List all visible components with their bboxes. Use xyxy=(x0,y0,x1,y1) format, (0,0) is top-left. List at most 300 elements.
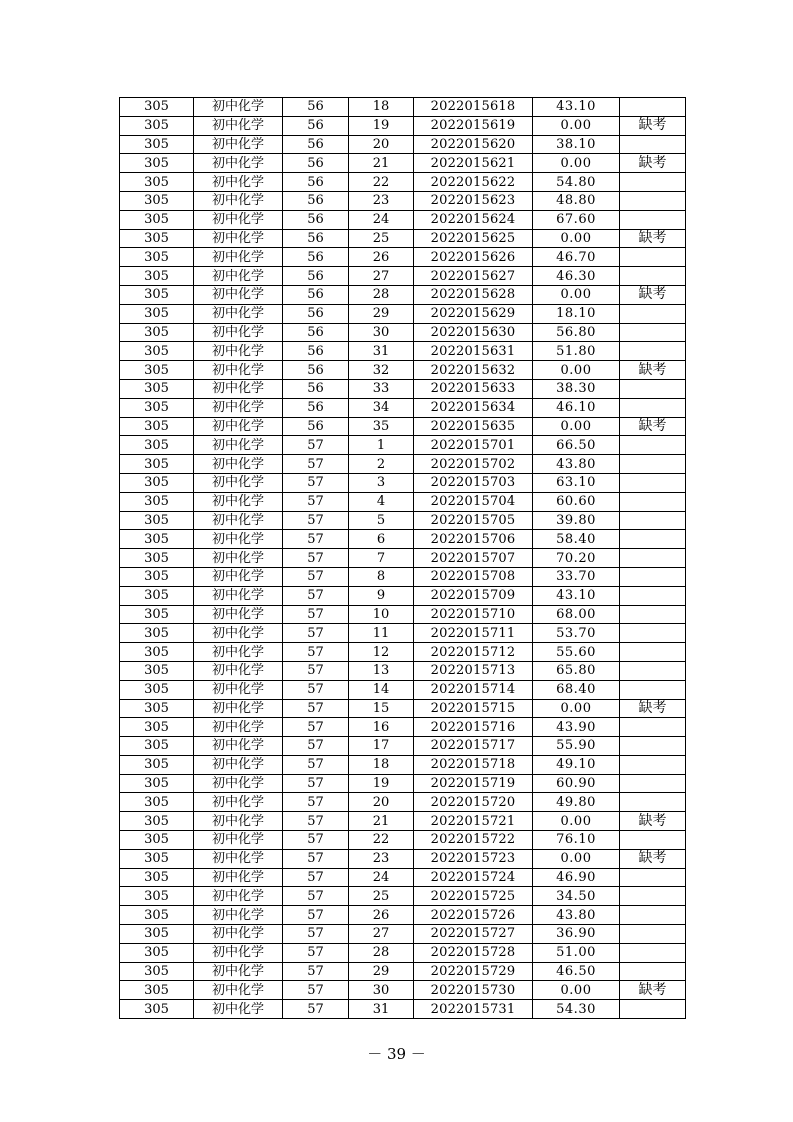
group-cell: 57 xyxy=(283,567,349,586)
room-cell: 305 xyxy=(120,492,194,511)
seat-cell: 13 xyxy=(349,661,414,680)
table-row xyxy=(120,680,686,699)
score-cell: 54.80 xyxy=(533,173,620,192)
note-cell xyxy=(620,718,686,737)
room-cell: 305 xyxy=(120,567,194,586)
score-cell: 36.90 xyxy=(533,925,620,944)
seat-cell: 33 xyxy=(349,379,414,398)
score-cell: 60.60 xyxy=(533,492,620,511)
note-cell: 缺考 xyxy=(620,812,686,831)
subject-cell: 初中化学 xyxy=(194,511,283,530)
group-cell: 56 xyxy=(283,154,349,173)
exam-id-cell: 2022015718 xyxy=(414,755,533,774)
subject-cell: 初中化学 xyxy=(194,379,283,398)
table-row xyxy=(120,116,686,135)
exam-id-cell: 2022015706 xyxy=(414,530,533,549)
seat-cell: 5 xyxy=(349,511,414,530)
exam-id-cell: 2022015621 xyxy=(414,154,533,173)
note-cell: 缺考 xyxy=(620,849,686,868)
score-cell: 0.00 xyxy=(533,981,620,1000)
group-cell: 57 xyxy=(283,530,349,549)
score-cell: 0.00 xyxy=(533,361,620,380)
subject-cell: 初中化学 xyxy=(194,868,283,887)
score-cell: 70.20 xyxy=(533,549,620,568)
seat-cell: 26 xyxy=(349,906,414,925)
room-cell: 305 xyxy=(120,511,194,530)
room-cell: 305 xyxy=(120,586,194,605)
exam-id-cell: 2022015635 xyxy=(414,417,533,436)
note-cell xyxy=(620,323,686,342)
room-cell: 305 xyxy=(120,718,194,737)
subject-cell: 初中化学 xyxy=(194,887,283,906)
exam-id-cell: 2022015719 xyxy=(414,774,533,793)
seat-cell: 24 xyxy=(349,210,414,229)
table-row xyxy=(120,849,686,868)
group-cell: 57 xyxy=(283,849,349,868)
seat-cell: 29 xyxy=(349,962,414,981)
note-cell xyxy=(620,98,686,117)
group-cell: 56 xyxy=(283,173,349,192)
group-cell: 57 xyxy=(283,549,349,568)
exam-id-cell: 2022015716 xyxy=(414,718,533,737)
seat-cell: 21 xyxy=(349,154,414,173)
subject-cell: 初中化学 xyxy=(194,643,283,662)
score-cell: 0.00 xyxy=(533,154,620,173)
seat-cell: 12 xyxy=(349,643,414,662)
subject-cell: 初中化学 xyxy=(194,943,283,962)
room-cell: 305 xyxy=(120,342,194,361)
room-cell: 305 xyxy=(120,436,194,455)
seat-cell: 20 xyxy=(349,793,414,812)
note-cell xyxy=(620,379,686,398)
table-row xyxy=(120,962,686,981)
room-cell: 305 xyxy=(120,849,194,868)
exam-id-cell: 2022015622 xyxy=(414,173,533,192)
exam-id-cell: 2022015704 xyxy=(414,492,533,511)
score-cell: 67.60 xyxy=(533,210,620,229)
note-cell xyxy=(620,530,686,549)
seat-cell: 7 xyxy=(349,549,414,568)
group-cell: 57 xyxy=(283,906,349,925)
group-cell: 56 xyxy=(283,285,349,304)
note-cell xyxy=(620,774,686,793)
subject-cell: 初中化学 xyxy=(194,229,283,248)
score-cell: 65.80 xyxy=(533,661,620,680)
room-cell: 305 xyxy=(120,267,194,286)
note-cell xyxy=(620,191,686,210)
room-cell: 305 xyxy=(120,868,194,887)
group-cell: 57 xyxy=(283,511,349,530)
subject-cell: 初中化学 xyxy=(194,699,283,718)
table-row xyxy=(120,737,686,756)
score-cell: 0.00 xyxy=(533,849,620,868)
room-cell: 305 xyxy=(120,643,194,662)
note-cell xyxy=(620,342,686,361)
room-cell: 305 xyxy=(120,398,194,417)
note-cell xyxy=(620,680,686,699)
room-cell: 305 xyxy=(120,624,194,643)
note-cell xyxy=(620,173,686,192)
table-row xyxy=(120,624,686,643)
group-cell: 57 xyxy=(283,1000,349,1019)
table-row xyxy=(120,98,686,117)
seat-cell: 8 xyxy=(349,567,414,586)
note-cell xyxy=(620,586,686,605)
seat-cell: 25 xyxy=(349,887,414,906)
note-cell: 缺考 xyxy=(620,361,686,380)
note-cell xyxy=(620,661,686,680)
room-cell: 305 xyxy=(120,925,194,944)
note-cell xyxy=(620,436,686,455)
note-cell xyxy=(620,605,686,624)
subject-cell: 初中化学 xyxy=(194,737,283,756)
exam-id-cell: 2022015705 xyxy=(414,511,533,530)
subject-cell: 初中化学 xyxy=(194,981,283,1000)
seat-cell: 19 xyxy=(349,774,414,793)
exam-id-cell: 2022015633 xyxy=(414,379,533,398)
score-cell: 66.50 xyxy=(533,436,620,455)
subject-cell: 初中化学 xyxy=(194,116,283,135)
note-cell xyxy=(620,868,686,887)
table-row xyxy=(120,248,686,267)
seat-cell: 23 xyxy=(349,191,414,210)
exam-id-cell: 2022015624 xyxy=(414,210,533,229)
table-row xyxy=(120,661,686,680)
exam-id-cell: 2022015722 xyxy=(414,831,533,850)
room-cell: 305 xyxy=(120,173,194,192)
subject-cell: 初中化学 xyxy=(194,567,283,586)
room-cell: 305 xyxy=(120,285,194,304)
group-cell: 57 xyxy=(283,718,349,737)
note-cell xyxy=(620,943,686,962)
seat-cell: 6 xyxy=(349,530,414,549)
score-cell: 49.80 xyxy=(533,793,620,812)
subject-cell: 初中化学 xyxy=(194,473,283,492)
note-cell xyxy=(620,925,686,944)
seat-cell: 20 xyxy=(349,135,414,154)
exam-id-cell: 2022015703 xyxy=(414,473,533,492)
table-row xyxy=(120,436,686,455)
subject-cell: 初中化学 xyxy=(194,661,283,680)
exam-id-cell: 2022015713 xyxy=(414,661,533,680)
table-row xyxy=(120,191,686,210)
subject-cell: 初中化学 xyxy=(194,248,283,267)
exam-id-cell: 2022015731 xyxy=(414,1000,533,1019)
score-cell: 39.80 xyxy=(533,511,620,530)
subject-cell: 初中化学 xyxy=(194,549,283,568)
group-cell: 57 xyxy=(283,962,349,981)
room-cell: 305 xyxy=(120,455,194,474)
note-cell xyxy=(620,624,686,643)
room-cell: 305 xyxy=(120,304,194,323)
score-cell: 0.00 xyxy=(533,417,620,436)
table-row xyxy=(120,417,686,436)
seat-cell: 1 xyxy=(349,436,414,455)
subject-cell: 初中化学 xyxy=(194,323,283,342)
table-row xyxy=(120,1000,686,1019)
subject-cell: 初中化学 xyxy=(194,755,283,774)
room-cell: 305 xyxy=(120,680,194,699)
table-row xyxy=(120,379,686,398)
subject-cell: 初中化学 xyxy=(194,849,283,868)
score-cell: 38.10 xyxy=(533,135,620,154)
table-row xyxy=(120,567,686,586)
subject-cell: 初中化学 xyxy=(194,812,283,831)
subject-cell: 初中化学 xyxy=(194,962,283,981)
score-cell: 43.80 xyxy=(533,455,620,474)
seat-cell: 30 xyxy=(349,323,414,342)
note-cell xyxy=(620,248,686,267)
room-cell: 305 xyxy=(120,379,194,398)
seat-cell: 25 xyxy=(349,229,414,248)
seat-cell: 18 xyxy=(349,98,414,117)
score-cell: 51.80 xyxy=(533,342,620,361)
table-row xyxy=(120,473,686,492)
subject-cell: 初中化学 xyxy=(194,718,283,737)
subject-cell: 初中化学 xyxy=(194,680,283,699)
exam-id-cell: 2022015729 xyxy=(414,962,533,981)
exam-id-cell: 2022015630 xyxy=(414,323,533,342)
table-row xyxy=(120,323,686,342)
table-row xyxy=(120,511,686,530)
score-cell: 33.70 xyxy=(533,567,620,586)
exam-id-cell: 2022015627 xyxy=(414,267,533,286)
score-cell: 54.30 xyxy=(533,1000,620,1019)
seat-cell: 14 xyxy=(349,680,414,699)
subject-cell: 初中化学 xyxy=(194,398,283,417)
table-row xyxy=(120,868,686,887)
note-cell xyxy=(620,793,686,812)
room-cell: 305 xyxy=(120,774,194,793)
exam-id-cell: 2022015709 xyxy=(414,586,533,605)
room-cell: 305 xyxy=(120,831,194,850)
score-cell: 46.10 xyxy=(533,398,620,417)
table-row xyxy=(120,925,686,944)
exam-id-cell: 2022015625 xyxy=(414,229,533,248)
room-cell: 305 xyxy=(120,154,194,173)
room-cell: 305 xyxy=(120,1000,194,1019)
exam-id-cell: 2022015623 xyxy=(414,191,533,210)
exam-id-cell: 2022015717 xyxy=(414,737,533,756)
exam-id-cell: 2022015619 xyxy=(414,116,533,135)
table-row xyxy=(120,549,686,568)
group-cell: 57 xyxy=(283,812,349,831)
note-cell xyxy=(620,492,686,511)
seat-cell: 9 xyxy=(349,586,414,605)
table-row xyxy=(120,906,686,925)
exam-id-cell: 2022015712 xyxy=(414,643,533,662)
score-cell: 68.40 xyxy=(533,680,620,699)
score-cell: 18.10 xyxy=(533,304,620,323)
exam-id-cell: 2022015620 xyxy=(414,135,533,154)
table-row xyxy=(120,173,686,192)
note-cell xyxy=(620,755,686,774)
note-cell xyxy=(620,906,686,925)
exam-id-cell: 2022015723 xyxy=(414,849,533,868)
exam-id-cell: 2022015727 xyxy=(414,925,533,944)
group-cell: 57 xyxy=(283,774,349,793)
group-cell: 57 xyxy=(283,661,349,680)
room-cell: 305 xyxy=(120,248,194,267)
room-cell: 305 xyxy=(120,793,194,812)
score-cell: 63.10 xyxy=(533,473,620,492)
table-row xyxy=(120,774,686,793)
exam-id-cell: 2022015728 xyxy=(414,943,533,962)
note-cell xyxy=(620,135,686,154)
note-cell xyxy=(620,267,686,286)
exam-id-cell: 2022015632 xyxy=(414,361,533,380)
exam-id-cell: 2022015720 xyxy=(414,793,533,812)
seat-cell: 3 xyxy=(349,473,414,492)
score-cell: 48.80 xyxy=(533,191,620,210)
score-cell: 46.30 xyxy=(533,267,620,286)
room-cell: 305 xyxy=(120,210,194,229)
table-row xyxy=(120,699,686,718)
table-row xyxy=(120,398,686,417)
table-row xyxy=(120,887,686,906)
score-cell: 49.10 xyxy=(533,755,620,774)
table-row xyxy=(120,304,686,323)
table-row xyxy=(120,210,686,229)
room-cell: 305 xyxy=(120,699,194,718)
note-cell: 缺考 xyxy=(620,981,686,1000)
exam-id-cell: 2022015631 xyxy=(414,342,533,361)
group-cell: 56 xyxy=(283,304,349,323)
score-cell: 68.00 xyxy=(533,605,620,624)
group-cell: 56 xyxy=(283,248,349,267)
table-row xyxy=(120,605,686,624)
group-cell: 56 xyxy=(283,361,349,380)
seat-cell: 32 xyxy=(349,361,414,380)
group-cell: 57 xyxy=(283,492,349,511)
subject-cell: 初中化学 xyxy=(194,210,283,229)
group-cell: 57 xyxy=(283,943,349,962)
group-cell: 56 xyxy=(283,116,349,135)
exam-id-cell: 2022015721 xyxy=(414,812,533,831)
exam-id-cell: 2022015629 xyxy=(414,304,533,323)
score-cell: 0.00 xyxy=(533,116,620,135)
note-cell xyxy=(620,643,686,662)
seat-cell: 17 xyxy=(349,737,414,756)
seat-cell: 35 xyxy=(349,417,414,436)
seat-cell: 22 xyxy=(349,831,414,850)
group-cell: 57 xyxy=(283,887,349,906)
group-cell: 56 xyxy=(283,342,349,361)
group-cell: 56 xyxy=(283,379,349,398)
note-cell: 缺考 xyxy=(620,229,686,248)
score-cell: 43.80 xyxy=(533,906,620,925)
subject-cell: 初中化学 xyxy=(194,906,283,925)
note-cell xyxy=(620,567,686,586)
room-cell: 305 xyxy=(120,116,194,135)
score-cell: 0.00 xyxy=(533,229,620,248)
subject-cell: 初中化学 xyxy=(194,774,283,793)
exam-id-cell: 2022015725 xyxy=(414,887,533,906)
subject-cell: 初中化学 xyxy=(194,624,283,643)
subject-cell: 初中化学 xyxy=(194,530,283,549)
room-cell: 305 xyxy=(120,135,194,154)
note-cell xyxy=(620,473,686,492)
room-cell: 305 xyxy=(120,887,194,906)
table-row xyxy=(120,718,686,737)
table-row xyxy=(120,981,686,1000)
seat-cell: 31 xyxy=(349,1000,414,1019)
exam-id-cell: 2022015726 xyxy=(414,906,533,925)
score-cell: 43.90 xyxy=(533,718,620,737)
subject-cell: 初中化学 xyxy=(194,267,283,286)
note-cell xyxy=(620,455,686,474)
exam-id-cell: 2022015714 xyxy=(414,680,533,699)
group-cell: 57 xyxy=(283,643,349,662)
room-cell: 305 xyxy=(120,98,194,117)
score-cell: 55.60 xyxy=(533,643,620,662)
subject-cell: 初中化学 xyxy=(194,98,283,117)
score-cell: 46.70 xyxy=(533,248,620,267)
group-cell: 57 xyxy=(283,755,349,774)
table-row xyxy=(120,492,686,511)
subject-cell: 初中化学 xyxy=(194,831,283,850)
table-row xyxy=(120,361,686,380)
group-cell: 57 xyxy=(283,436,349,455)
exam-id-cell: 2022015702 xyxy=(414,455,533,474)
room-cell: 305 xyxy=(120,191,194,210)
seat-cell: 24 xyxy=(349,868,414,887)
score-cell: 76.10 xyxy=(533,831,620,850)
seat-cell: 2 xyxy=(349,455,414,474)
exam-id-cell: 2022015708 xyxy=(414,567,533,586)
table-row xyxy=(120,154,686,173)
room-cell: 305 xyxy=(120,812,194,831)
table-row xyxy=(120,831,686,850)
subject-cell: 初中化学 xyxy=(194,925,283,944)
group-cell: 57 xyxy=(283,680,349,699)
subject-cell: 初中化学 xyxy=(194,361,283,380)
subject-cell: 初中化学 xyxy=(194,191,283,210)
score-cell: 58.40 xyxy=(533,530,620,549)
score-cell: 0.00 xyxy=(533,285,620,304)
subject-cell: 初中化学 xyxy=(194,586,283,605)
score-cell: 56.80 xyxy=(533,323,620,342)
room-cell: 305 xyxy=(120,661,194,680)
table-row xyxy=(120,530,686,549)
note-cell xyxy=(620,549,686,568)
score-table-body xyxy=(120,98,686,1019)
seat-cell: 23 xyxy=(349,849,414,868)
exam-id-cell: 2022015634 xyxy=(414,398,533,417)
group-cell: 57 xyxy=(283,473,349,492)
table-row xyxy=(120,229,686,248)
group-cell: 56 xyxy=(283,417,349,436)
seat-cell: 34 xyxy=(349,398,414,417)
group-cell: 56 xyxy=(283,229,349,248)
subject-cell: 初中化学 xyxy=(194,417,283,436)
exam-id-cell: 2022015715 xyxy=(414,699,533,718)
subject-cell: 初中化学 xyxy=(194,154,283,173)
group-cell: 56 xyxy=(283,398,349,417)
score-cell: 34.50 xyxy=(533,887,620,906)
note-cell xyxy=(620,887,686,906)
note-cell xyxy=(620,210,686,229)
subject-cell: 初中化学 xyxy=(194,793,283,812)
exam-id-cell: 2022015707 xyxy=(414,549,533,568)
group-cell: 57 xyxy=(283,586,349,605)
table-row xyxy=(120,586,686,605)
page-number: － 39 － xyxy=(367,1045,426,1063)
group-cell: 57 xyxy=(283,868,349,887)
subject-cell: 初中化学 xyxy=(194,455,283,474)
group-cell: 56 xyxy=(283,135,349,154)
seat-cell: 26 xyxy=(349,248,414,267)
